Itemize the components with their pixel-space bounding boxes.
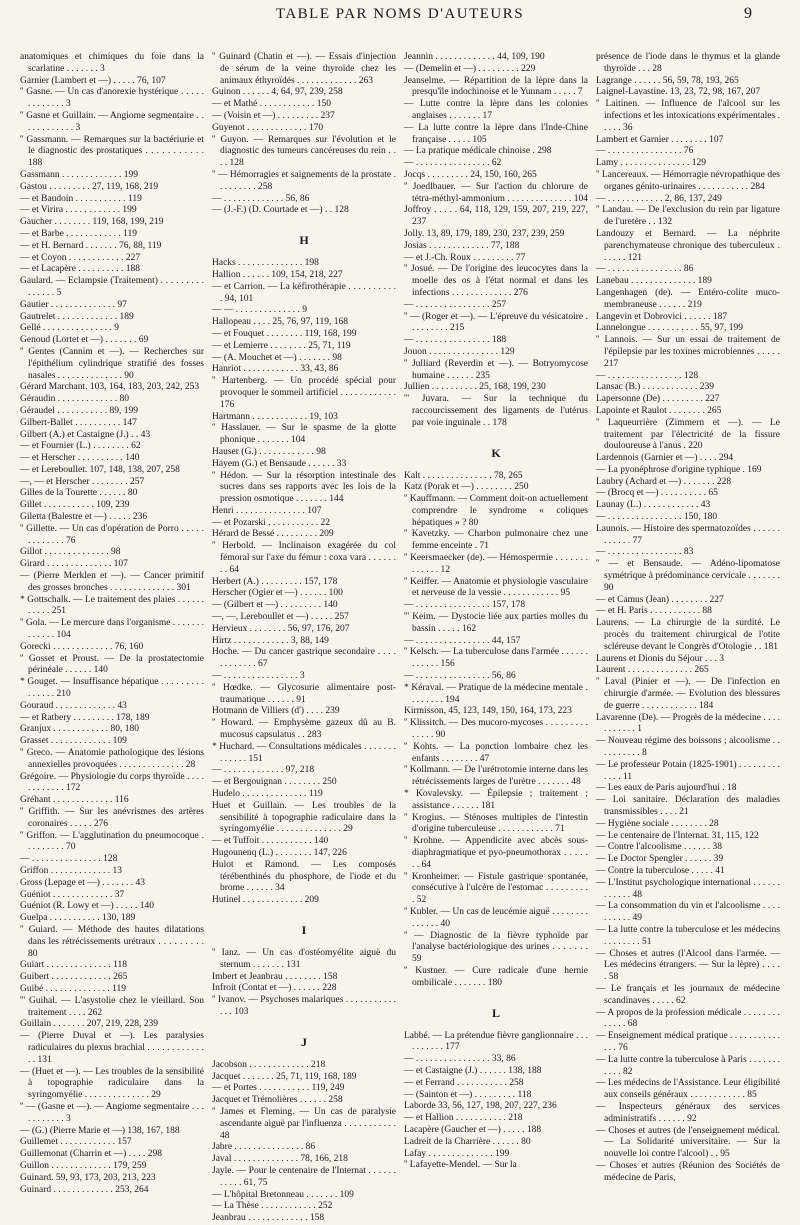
index-entry: Hartmann . . . . . . . . . . . . 19, 103 (212, 411, 338, 422)
index-entry: Grasset . . . . . . . . . . . . . 109 (20, 736, 127, 747)
index-entry: '' Keiffer. — Anatomie et physiologie vasculaire et nerveuse de la vessie . . . . . . . . . . . . 95 (404, 576, 588, 599)
index-entry: — et J.-Ch. Roux . . . . . . . . . 77 (404, 252, 526, 263)
index-entry: — (Sainton et —) . . . . . . . . . 118 (404, 1089, 532, 1100)
index-entry: Jolly. 13, 89, 179, 189, 230, 237, 239, 259 (404, 228, 565, 239)
index-entry: — L'Institut psychologique international . . . . . . . . . . . . 48 (596, 877, 780, 900)
index-entry: '' Hasslauer. — Sur le spasme de la glotte phonique . . . . . . . 104 (212, 423, 396, 446)
index-entry: Guinard . . . . . . . . . . . . . 253, 264 (20, 1184, 149, 1195)
index-entry: Guéniot (R. Lowy et —) . . . . . 140 (20, 901, 155, 912)
index-entry: '' Laval (Pinier et —). — De l'infection en chirurgie d'armée. — Evolution des blessures de guerre . . . . . . . . . . . . 184 (596, 677, 780, 711)
index-entry: — et Virira . . . . . . . . . . . . 199 (20, 205, 137, 216)
index-entry: — La lutte contre la lèpre dans l'Inde-Chine française . . . . . 105 (404, 122, 588, 145)
index-entry: Giletta (Balestre et —) . . . . . 236 (20, 512, 148, 523)
index-entry: — Inspecteurs généraux des services administratifs . . . . . . 92 (596, 1101, 780, 1124)
index-entry: Javal . . . . . . . . . . . . . . 78, 166, 218 (212, 1154, 348, 1165)
index-entry: — Le Doctor Spengler . . . . . . 39 (596, 854, 724, 865)
index-entry: — et Ferrand . . . . . . . . . . . 258 (404, 1077, 524, 1088)
index-entry: '' Guyon. — Remarques sur l'évolution et le diagnostic des tumeurs cancéreuses du rein . . . . 128 (212, 134, 396, 169)
index-entry: Gaucher . . . . . . . . 119, 168, 199, 219 (20, 217, 164, 228)
index-entry: anatomiques et chimiques du foie dans la scarlatine . . . . . . . 3 (20, 52, 204, 74)
index-entry: — L'hôpital Bretonneau . . . . . . . 109 (212, 1189, 354, 1200)
index-entry: Hervieux . . . . . . . . 56, 97, 176, 207 (212, 623, 350, 634)
index-entry: '' — (Roger et —). — L'épreuve du vésicatoire . . . . . . . . . 215 (404, 311, 588, 334)
index-entry: Hirtz . . . . . . . . . . . . 3, 88, 149 (212, 635, 329, 646)
index-entry: '' Herbold. — Inclinaison exagérée du col fémoral sur l'axe du fémur : coxa vara . . . . . . . . 64 (212, 541, 396, 575)
index-entry: — (Pierre Merklen et —). — Cancer primitif des grosses bronches . . . . . . . . . . . . . . 301 (20, 571, 204, 593)
column-2 (212, 52, 396, 1224)
index-entry: — La lutte contre la tuberculose et les médecins . . . . . . . . 51 (596, 924, 780, 947)
index-entry: '' Krogius. — Sténoses multiples de l'intestin d'origine tuberculeuse . . . . . . . . . . . . 71 (404, 812, 588, 835)
index-entry: Lannelongue . . . . . . . . . . . 55, 97, 199 (596, 323, 743, 334)
index-entry: — (Pierre Duval et —). Les paralysies radiculaires du plexus brachial . . . . . . . . . . . . . . 131 (20, 1031, 204, 1065)
index-entry: — (Voisin et —) . . . . . . . . . 237 (212, 110, 335, 121)
index-entry: Guibé . . . . . . . . . . . . . . 119 (20, 983, 126, 994)
index-entry: '' James et Fleming. — Un cas de paralysie ascendante aiguë par l'influenza . . . . . . . . . . . 48 (212, 1106, 396, 1141)
index-entry: — . . . . . . . . . . . . . . . . 62 (404, 158, 502, 169)
index-entry: Hulot et Ramond. — Les composés térébenthinés du phosphore, de l'iode et du brome . . . . . . 34 (212, 859, 396, 894)
page-title: TABLE PAR NOMS D'AUTEURS (275, 6, 525, 22)
index-entry: '' Ivanov. — Psychoses malariques . . . . . . . . . . . . . . 103 (212, 995, 396, 1017)
index-entry: Lansac (B.) . . . . . . . . . . . . 239 (596, 382, 714, 393)
index-entry: Gastou . . . . . . . . . 27, 119, 168, 219 (20, 181, 159, 192)
index-entry: — (Huet et —). — Les troubles de la sensibilité à topographie radiculaire dans la syringomyélie . . . . . . . . . . . . . . 29 (20, 1066, 204, 1101)
index-entry: '' Kollmann. — De l'urétrotomie interne dans les rétrécissements larges de l'urètre . . . . . . . 48 (404, 765, 589, 788)
index-entry: — Le centenaire de l'Internat. 31, 115, 122 (596, 830, 759, 841)
index-entry: Hallopeau . . . . 25, 76, 97, 119, 168 (212, 317, 349, 328)
index-entry: Gillet . . . . . . . . . . . 109, 239 (20, 500, 130, 511)
index-entry: Jeanbrau . . . . . . . . . . . . . 158 (212, 1213, 325, 1224)
index-entry: Hudelo . . . . . . . . . . . . . . 119 (212, 789, 323, 800)
index-entry: — et H. Paris . . . . . . . . . . . 88 (596, 606, 712, 617)
index-entry: Herbert (A.) . . . . . . . . . 157, 178 (212, 576, 338, 587)
index-entry: Gillot . . . . . . . . . . . . . . 98 (20, 547, 121, 558)
section-letter-heading: H (299, 233, 309, 248)
index-entry: — et Hallion . . . . . . . . . . . 218 (404, 1113, 523, 1124)
index-entry: Hérard de Bessé . . . . . . . . . 209 (212, 529, 334, 540)
index-entry: — . . . . . . . . . . . . . 56, 86 (212, 193, 310, 204)
index-entry: '' — (Gasne et —). — Angiome segmentaire . . . . . . . . . . . 3 (20, 1101, 204, 1124)
index-entry: — et Portes . . . . . . . . . . . 119, 249 (212, 1083, 345, 1094)
index-entry: — et Lereboullet. 107, 148, 138, 207, 258 (20, 464, 180, 475)
column-4 (596, 52, 781, 1183)
index-entry: — . . . . . . . . . . . . . . . . 157, 178 (404, 600, 526, 611)
index-entry: Gérard Marchant. 103, 164, 183, 203, 242, 253 (20, 382, 200, 393)
index-entry: Laborde 33, 56, 127, 198, 207, 227, 236 (404, 1101, 557, 1112)
index-entry: Jacquet et Trémolières . . . . . . 258 (212, 1095, 343, 1106)
index-entry: '' Kohts. — La ponction lombaire chez les enfants . . . . . . . . 47 (404, 741, 588, 764)
index-entry: Jayle. — Pour le centenaire de l'Internat . . . . . . . . . . . 61, 75 (212, 1165, 396, 1188)
index-entry: — . . . . . . . . . . . . . . . . 33, 86 (404, 1054, 516, 1065)
index-entry: — (G.) (Pierre Marie et —) 138, 167, 188 (20, 1125, 180, 1136)
index-entry: — et H. Bernard . . . . . . . 76, 88, 119 (20, 240, 162, 251)
index-entry: '' — Hémorragies et saignements de la prostate . . . . . . . . . 258 (212, 169, 396, 192)
index-entry: présence de l'iode dans le thymus et la glande thyroïde . . . 28 (596, 52, 780, 74)
index-entry: '' Lancereaux. — Hémorragie névropathique des organes génito-urinaires . . . . . . . . . . . 284 (596, 169, 780, 192)
index-columns (20, 52, 782, 1224)
index-entry: '' Guinard (Chatin et —). — Essais d'injection de sérum de la veine thyroïde chez les animaux éthyroïdés . . . . . . . . . . . . . 263 (212, 52, 396, 86)
index-entry: — . . . . . . . . . . . . . . . . 76 (596, 146, 694, 157)
index-entry: '' Keersmaecker (de). — Hémospermie . . . . . . . . . . . . . 12 (404, 553, 588, 575)
index-entry: — et Ratbery . . . . . . . . . 178, 189 (20, 712, 150, 723)
index-entry: — . . . . . . . . . . . . . . . . 150, 180 (596, 512, 718, 523)
index-entry: — La consommation du vin et l'alcoolisme . . . . . . . . . . 49 (596, 901, 780, 924)
index-entry: — (Demelin et —) . . . . . . . . . 229 (404, 63, 536, 74)
index-entry: * Gottschalk. — Le traitement des plaies . . . . . . . . . . . 251 (20, 594, 204, 617)
index-entry: — . . . . . . . . . . . . . . . . 3 (212, 671, 305, 682)
index-entry: — et Castaigne (J.) . . . . . . 138, 188 (404, 1065, 542, 1076)
index-entry: — La Thèse . . . . . . . . . . . . 252 (212, 1201, 333, 1212)
index-entry: Garnier (Lambert et —) . . . . . 76, 107 (20, 75, 166, 86)
index-entry: — . . . . . . . . . . . . 2, 86, 137, 249 (596, 193, 722, 204)
index-entry: Gross (Lepage et —) . . . . . . . 43 (20, 877, 146, 888)
index-entry: Lapersonne (De) . . . . . . . . . 227 (596, 394, 720, 405)
index-entry: '' Joedlbauer. — Sur l'action du chlorure de tétra-méthyl-ammonium . . . . . . . . . . . . . . 104 (404, 181, 588, 204)
index-entry: — . . . . . . . . . . . . . . . 128 (20, 854, 118, 865)
index-entry: Labbé. — La prétendue fièvre ganglionnaire . . . . . . . . . . 177 (404, 1030, 588, 1053)
index-entry: Guillemonat (Charrin et —) . . . . 298 (20, 1149, 162, 1160)
index-entry: Gilbert (A.) et Castaigne (J.) . . 43 (20, 429, 151, 440)
page-number: 9 (744, 5, 752, 22)
index-entry: '' Hœdke. — Glycosurie alimentaire post-traumatique . . . . . . 91 (212, 682, 396, 705)
index-entry: '' Greco. — Anatomie pathologique des lésions annexielles provoquées . . . . . . . . . . . . . . 28 (20, 748, 204, 770)
index-entry: Guiart . . . . . . . . . . . . . . 118 (20, 960, 128, 971)
index-entry: '' Griffon. — L'agglutination du pneumocoque . . . . . . . . . 70 (20, 830, 204, 853)
index-entry: —, — et Herscher . . . . . . . . 257 (20, 476, 145, 487)
index-entry: — Lutte contre la lèpre dans les colonies anglaises . . . . . . . 17 (404, 99, 588, 121)
index-entry: — et Pozarski . . . . . . . . . . . 22 (212, 517, 330, 528)
index-entry: — et Barbe . . . . . . . . . . . . 119 (20, 228, 138, 239)
index-entry: '' Kavetzky. — Charbon pulmonaire chez une femme enceinte . 71 (404, 529, 588, 552)
index-entry: '' Gosset et Proust. — De la prostatectomie périnéale . . . . . . 140 (20, 653, 204, 676)
index-entry: Hotmann de Villiers (d') . . . . 239 (212, 706, 340, 717)
index-entry: * Gouget. — Insuffisance hépatique . . . . . . . . . . . . . . . 210 (20, 677, 204, 700)
index-entry: — La lutte contre la tuberculose à Paris . . . . . . . . . . . 82 (596, 1054, 780, 1077)
index-entry: Gautier . . . . . . . . . . . . . . 97 (20, 299, 127, 310)
index-entry: — La pratique médicale chinoise . 298 (404, 146, 552, 157)
index-entry: — Choses et autres (Réunion des Sociétés de médecine de Paris, (596, 1160, 780, 1183)
index-entry: Gilles de la Tourette . . . . . . 80 (20, 488, 138, 499)
index-entry: — et Herscher . . . . . . . . . . 140 (20, 453, 140, 464)
index-entry: — et Tuffoit . . . . . . . . . . . 140 (212, 836, 329, 847)
index-entry: '' Howard. — Emphysème gazeux dû au B. mucosus capsulatus . . 283 (212, 718, 396, 741)
index-entry: Girard . . . . . . . . . . . . . . 107 (20, 559, 128, 570)
index-entry: — et Mathé . . . . . . . . . . . . 150 (212, 99, 332, 110)
index-entry: Jullien . . . . . . . . . . 25, 168, 199, 230 (404, 382, 546, 393)
index-entry: — et Carrion. — La kéfirothérapie . . . . . . . . . . . 94, 101 (212, 281, 396, 304)
index-entry: Laignel-Lavastine. 13, 23, 72, 98, 167, 207 (596, 87, 761, 98)
index-entry: '' Gola. — Le mercure dans l'organisme . . . . . . . . . . . . . 104 (20, 618, 204, 641)
index-entry: — Les eaux de Paris aujourd'hui . 18 (596, 783, 737, 794)
index-entry: Imbert et Jeanbrau . . . . . . . . 158 (212, 971, 338, 982)
index-entry: Lamy . . . . . . . . . . . . . . . 129 (596, 158, 707, 169)
index-entry: Gorecki . . . . . . . . . . . . . 76, 160 (20, 641, 144, 652)
index-entry: Huet et Guillain. — Les troubles de la sensibilité à topographie radiculaire dans la syringomyélie . . . . . . . . . . . . . . 29 (212, 800, 396, 835)
index-entry: Langenhagen (de). — Entéro-colite muco-membraneuse . . . . . . 219 (596, 287, 780, 310)
index-entry: Géraudin . . . . . . . . . . . . . 80 (20, 394, 129, 405)
index-entry: Grégoire. — Physiologie du corps thyroïde . . . . . . . . . . . . 172 (20, 771, 204, 794)
index-entry: — Le français et les journaux de médecine scandinaves . . . . . 62 (596, 983, 780, 1006)
index-entry: Laurent . . . . . . . . . . . . . . 265 (596, 665, 709, 676)
index-entry: Gréhant . . . . . . . . . . . . . 116 (20, 795, 129, 806)
index-entry: Henri . . . . . . . . . . . . . . . 107 (212, 505, 322, 516)
index-entry: Kalt . . . . . . . . . . . . . . . 78, 265 (404, 470, 523, 481)
index-entry: '' Guiard. — Méthode des hautes dilatations dans les rétrécissements urétraux . . . . . . . . . 80 (20, 924, 204, 959)
index-entry: Hacks . . . . . . . . . . . . . . 198 (212, 258, 319, 269)
index-entry: '' Klissitch. — Des mucoro-mycoses . . . . . . . . . . . . . . 90 (404, 718, 588, 741)
index-entry: — . . . . . . . . . . . . . . . . 128 (596, 370, 699, 381)
index-entry: Lambert et Garnier . . . . . . . . 107 (596, 134, 724, 145)
column-3 (404, 52, 589, 1171)
index-entry: Gouraud . . . . . . . . . . . . . 43 (20, 700, 127, 711)
index-entry: Hugounenq (L.) . . . . . . . . 147, 226 (212, 848, 347, 858)
index-entry: Guinard. 59, 93, 173, 203, 213, 223 (20, 1172, 156, 1183)
index-entry: Géraudel . . . . . . . . . . . 89, 199 (20, 405, 138, 416)
index-entry: — Loi sanitaire. Déclaration des maladies transmissibles . . . . 21 (596, 795, 780, 817)
index-entry: '' Kubler. — Un cas de leucémie aiguë . . . . . . . . . . . . . . 40 (404, 906, 588, 929)
index-entry: — (J.-F.) (D. Courtade et —) . . 128 (212, 205, 349, 216)
index-entry: Laurens. — La chirurgie de la surdité. Le procès du traitement chirurgical de l'otite scléreuse devant le Congrès d'Otologie . . 181 (596, 618, 780, 652)
index-entry: — Hygiène sociale . . . . . . . . 28 (596, 818, 719, 829)
index-entry: Langevin et Dobrovici . . . . . . 187 (596, 311, 728, 322)
index-entry: — (Gilbert et —) . . . . . . . . . 140 (212, 600, 338, 611)
index-entry: '' — et Bensaude. — Adéno-lipomatose symétrique à prédominance cervicale . . . . . . . 90 (596, 559, 780, 593)
index-entry: Infroit (Contat et —) . . . . . . 228 (212, 983, 337, 994)
index-entry: — . . . . . . . . . . . . . . . . 257 (404, 299, 507, 310)
index-entry: Katz (Porak et —) . . . . . . . . 250 (404, 482, 529, 493)
index-entry: — . . . . . . . . . . . . . 97, 218 (212, 765, 315, 776)
index-entry: '' Landau. — De l'exclusion du rein par ligature de l'uretère . . 132 (596, 205, 780, 228)
index-entry: — Nouveau régime des boissons ; alcoolisme . . . . . . . . . . 8 (596, 736, 780, 759)
index-entry: Hauser (G.) . . . . . . . . . . . . 98 (212, 446, 326, 457)
index-entry: '' Gassmann. — Remarques sur la bactériurie et le diagnostic des prostatiques . . . . . . . . . . . 188 (20, 134, 204, 169)
index-entry: Gautrelet . . . . . . . . . . . . . 189 (20, 311, 134, 322)
index-entry: '' Lafayette-Mendel. — Sur la (404, 1160, 517, 1171)
index-entry: Laubry (Achard et —) . . . . . . . 228 (596, 476, 732, 487)
index-entry: Guelpa . . . . . . . . . . . 130, 189 (20, 913, 136, 924)
index-entry: '' — Diagnostic de la fièvre typhoïde par l'analyse bactériologique des urines . . . . . . . 59 (404, 930, 588, 965)
index-entry: Lafay . . . . . . . . . . . . . . 199 (404, 1148, 510, 1159)
index-entry: Jacobson . . . . . . . . . . . . . 218 (212, 1059, 326, 1070)
index-entry: — Les médecins de l'Assistance. Leur éligibilité aux conseils généraux . . . . . . . . . . . . 85 (596, 1078, 781, 1101)
index-entry: Kirmisson, 45, 123, 149, 150, 164, 173, 223 (404, 706, 572, 717)
index-entry: — et Coyon . . . . . . . . . . . . 227 (20, 252, 141, 263)
index-entry: Josias . . . . . . . . . . . . . 77, 188 (404, 240, 520, 251)
index-entry: '' Gillette. — Un cas d'opération de Porro . . . . . . . . . . . . . 76 (20, 523, 204, 546)
index-entry: — et Lacapère . . . . . . . . . . 188 (20, 264, 141, 275)
index-entry: Gellé . . . . . . . . . . . . . . . 9 (20, 323, 119, 334)
section-letter-heading: I (301, 922, 307, 937)
index-entry: Hallion . . . . . . 109, 154, 218, 227 (212, 269, 343, 280)
index-entry: '' Julliard (Reverdin et —). — Botryomycose humaine . . . . . . 235 (404, 358, 588, 381)
index-entry: Lardennois (Garnier et —) . . . . 294 (596, 453, 734, 464)
index-entry: '' Gasne et Guillain. — Angiome segmentaire . . . . . . . . . . . . 3 (20, 110, 204, 133)
index-entry: '' Laitinen. — Influence de l'alcool sur les infections et les intoxications expérimentales . . . . . 36 (596, 99, 780, 133)
index-entry: Ladreit de la Charrière . . . . . . 80 (404, 1136, 531, 1147)
index-entry: '' Hartenberg. — Un procédé spécial pour provoquer le sommeil artificiel . . . . . . . . . . . . 176 (212, 376, 396, 410)
index-entry: Joffroy . . . . . 64, 118, 129, 159, 207, 219, 227, 237 (404, 205, 588, 228)
index-entry: '' Kelsch. — La tuberculose dans l'armée . . . . . . . . . . . . 156 (404, 647, 588, 670)
index-entry: — et Baudoin . . . . . . . . . . . 119 (20, 193, 142, 204)
index-entry: —, —, Lereboullet et —) . . . . . 257 (212, 612, 349, 623)
index-entry: '' Kronheimer. — Fistule gastrique spontanée, consécutive à l'ulcère de l'estomac . . . . . . . . . . 52 (404, 871, 588, 906)
index-entry: — et Fournier (L.) . . . . . . . . 62 (20, 441, 141, 452)
index-entry: Jocqs . . . . . . . . . 24, 150, 160, 265 (404, 169, 537, 180)
index-entry: Lacapère (Gaucher et —) . . . . . 188 (404, 1124, 542, 1135)
index-entry: Landouzy et Bernard. — La néphrite parenchymateuse chronique des tuberculeux . . . . . . 121 (596, 228, 780, 263)
index-entry: * Kéraval. — Pratique de la médecine mentale . . . . . . . . 194 (404, 682, 588, 705)
index-entry: Guillemet . . . . . . . . . . . . 157 (20, 1137, 132, 1148)
index-entry: Lagrange . . . . . . 56, 59, 78, 193, 265 (596, 75, 739, 86)
index-entry: Guinon . . . . . . 4, 64, 97, 239, 258 (212, 87, 343, 98)
index-entry: Gaulard. — Eclampsie (Traitement) . . . . . . . . . . . . . . . 5 (20, 276, 204, 298)
index-entry: Jeannin . . . . . . . . . . . . . 44, 109, 190 (404, 52, 545, 62)
index-entry: '' Gentes (Cannim et —). — Recherches sur l'épithélium cylindrique stratifié des fosses nasales . . . . . . . . . . . . . . 90 (20, 346, 204, 381)
index-entry: — et Lemierre . . . . . . . . 25, 71, 119 (212, 340, 351, 351)
index-entry: Guéniot . . . . . . . . . . . . . 37 (20, 889, 125, 900)
index-entry: — Choses et autres (de l'enseignement médical. — La Solidarité universitaire. — Sur la nouvelle loi contre l'alcool) . . 95 (596, 1125, 780, 1160)
index-entry: Guillon . . . . . . . . . . . . . 179, 259 (20, 1160, 147, 1171)
index-entry: — A propos de la profession médicale . . . . . . . . . . . . . 68 (596, 1007, 780, 1030)
index-entry: Laurens et Dionis du Séjour . . . 3 (596, 653, 724, 664)
index-entry: ''' Keim. — Dystocie liée aux parties molles du bassin . . . . . 162 (404, 612, 588, 634)
index-entry: Jabre . . . . . . . . . . . . . . . 86 (212, 1142, 316, 1153)
index-entry: Granjux . . . . . . . . . . . . 80, 180 (20, 724, 140, 735)
index-entry: Lanebau . . . . . . . . . . . . . . 189 (596, 276, 712, 287)
index-entry: Genoud (Lortet et —) . . . . . . . 69 (20, 335, 149, 346)
index-entry: Guibert . . . . . . . . . . . . . 265 (20, 972, 128, 983)
index-entry: '' Griffith. — Sur les anévrismes des artères coronaires . . . . . 276 (20, 807, 204, 829)
index-entry: Hayem (G.) et Bensaude . . . . . . 33 (212, 458, 347, 469)
index-entry: — Enseignement médical pratique . . . . . . . . . . . . . . 76 (596, 1031, 780, 1053)
index-entry: — . . . . . . . . . . . . . . . . 56, 86 (404, 671, 516, 682)
index-entry: '' Hédon. — Sur la résorption intestinale des sucres dans ses rapports avec les lois de la pression osmotique . . . . . . . 144 (212, 470, 396, 505)
index-entry: '' Laqueurrière (Zimmern et —). — Le traitement par l'électricité de la fissure douloureuse à l'anus . 220 (596, 417, 780, 452)
index-entry: — (A. Mouchet et —) . . . . . . . 98 (212, 352, 342, 363)
index-entry: — . . . . . . . . . . . . . . . . 83 (596, 547, 694, 558)
index-entry: * Huchard. — Consultations médicales . . . . . . . . . . . . . 151 (212, 741, 396, 764)
index-entry: — Contre la tuberculose . . . . . 41 (596, 865, 725, 876)
index-entry: — — . . . . . . . . . . . . . . 9 (212, 305, 307, 316)
index-entry: ''' Juvara. — Sur la technique du raccourcissement des ligaments de l'utérus par voie inguinale . . 178 (404, 394, 588, 428)
index-entry: Hutinel . . . . . . . . . . . . . 209 (212, 895, 319, 906)
index-entry: '' Josué. — De l'origine des leucocytes dans la moelle des os à l'état normal et dans les infections . . . . . . . . . . . . . 276 (404, 264, 588, 298)
index-entry: Jeanselme. — Répartition de la lèpre dans la presqu'île indochinoise et le Yunnam . . . . . 7 (404, 75, 588, 98)
index-entry: Launois. — Histoire des spermatozoïdes . . . . . . . . . . . . 77 (596, 523, 780, 546)
index-entry: '' Krohne. — Appendicite avec abcès sous-diaphragmatique et pyo-pneumothorax . . . . . . . 64 (404, 836, 588, 870)
index-entry: Jacquet . . . . . . . 25, 71, 119, 168, 189 (212, 1071, 357, 1082)
index-entry: — et Camus (Jean) . . . . . . . . 227 (596, 594, 724, 605)
index-entry: — et Bergouignan . . . . . . . . 250 (212, 777, 337, 788)
index-entry: Jouon . . . . . . . . . . . . . . . 129 (404, 346, 515, 357)
index-entry: — . . . . . . . . . . . . . . . . 44, 157 (404, 635, 521, 646)
index-entry: '' Gasne. — Un cas d'anorexie hystérique . . . . . . . . . . . . . 3 (20, 87, 204, 110)
index-entry: ''' Guihal. — L'asystolie chez le vieillard. Son traitement . . . . 262 (20, 995, 204, 1018)
index-entry: '' Ianz. — Un cas d'ostéomyélite aiguë du sternum . . . . . . . 131 (212, 947, 396, 970)
index-entry: Guyenot . . . . . . . . . . . . . 170 (212, 122, 324, 133)
index-entry: Hoche. — Du cancer gastrique secondaire . . . . . . . . . . . . 67 (212, 647, 396, 670)
index-entry: Lapointe et Raulot . . . . . . . . 265 (596, 405, 722, 416)
index-entry: Griffon . . . . . . . . . . . . . 13 (20, 865, 122, 876)
index-entry: — (Brocq et —) . . . . . . . . . . 65 (596, 488, 718, 499)
index-entry: — Le professeur Potain (1825-1901) . . . . . . . . . . . . . 11 (596, 759, 780, 782)
index-entry: '' Lannois. — Sur un essai de traitement de l'épilepsie par les toxines microbiennes . . . . . 217 (596, 335, 780, 369)
section-letter-heading: J (301, 1034, 307, 1049)
index-entry: Lavarenne (De). — Progrès de la médecine . . . . . . . . . . . 1 (596, 712, 780, 735)
index-entry: Hanriot . . . . . . . . . . . . 33, 43, 86 (212, 364, 339, 375)
index-entry: Gilbert-Ballet . . . . . . . . . . 147 (20, 417, 137, 428)
index-entry: '' Kauffmann. — Comment doit-on actuellement comprendre le syndrome « coliques hépatiques » ? 80 (404, 494, 588, 528)
index-entry: '' Kustner. — Cure radicale d'une hernie ombilicale . . . . . . . 180 (404, 965, 588, 988)
index-entry: — . . . . . . . . . . . . . . . . 86 (596, 264, 694, 275)
section-letter-heading: L (491, 1005, 500, 1020)
index-entry: — Contre l'alcoolisme . . . . . . 38 (596, 842, 722, 853)
index-entry: — La pyonéphrose d'origine typhique . 169 (596, 464, 762, 475)
index-entry: * Kovalevsky. — Épilepsie ; traitement ; assistance . . . . . . 181 (404, 789, 588, 811)
index-entry: — et Fouquet . . . . . . . . 119, 168, 199 (212, 328, 357, 339)
index-entry: Gassmann . . . . . . . . . . . . . 199 (20, 169, 138, 180)
index-entry: Guillain . . . . . . . 207, 219, 228, 239 (20, 1019, 159, 1030)
index-entry: — . . . . . . . . . . . . . . . . 188 (404, 335, 507, 346)
section-letter-heading: K (491, 445, 501, 460)
index-entry: Launay (L.) . . . . . . . . . . . . 43 (596, 500, 711, 511)
index-entry: Herscher (Ogier et —) . . . . . . 100 (212, 588, 343, 599)
column-1 (20, 52, 204, 1195)
page-header (0, 0, 800, 34)
index-entry: — Choses et autres (l'Alcool dans l'armée. — Les médecins étrangers. — Sur la lèpre) . . . . . 58 (596, 948, 780, 983)
